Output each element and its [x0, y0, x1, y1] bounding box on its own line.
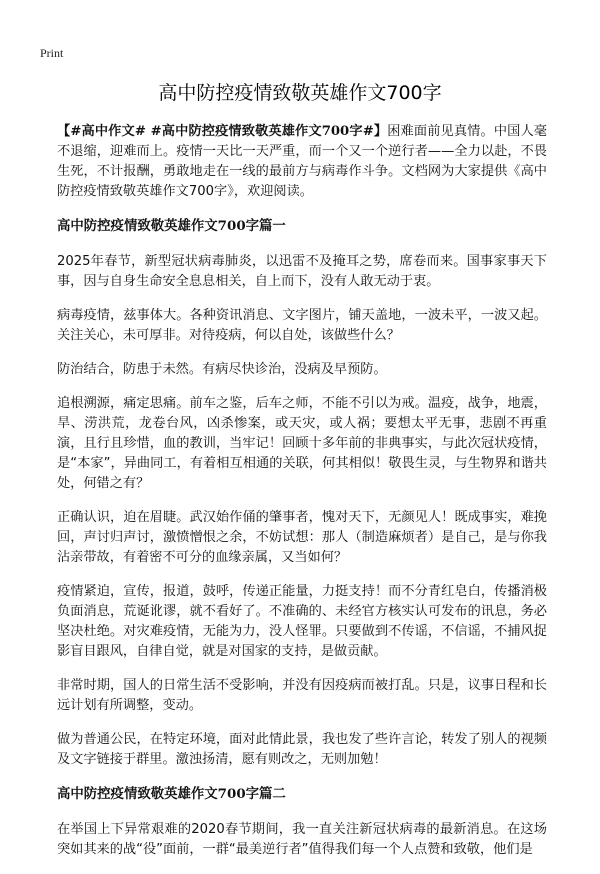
body-paragraph: 疫情紧迫，宣传，报道，鼓呼，传递正能量，力挺支持！而不分青红皂白，传播消极负面消息，荒诞讹谬，就不看好了。不准确的、未经官方核实认可发布的讯息，务必坚决杜绝。对灾难疫情，无能为力，没人怪罪。只要做到不传谣，不信谣，不捕风捉影盲目跟风，自律自觉，就是对国家的支持，是做贡献。 [57, 584, 547, 659]
intro-tag: 【#高中作文# #高中防控疫情致敬英雄作文700字#】 [57, 124, 388, 139]
body-paragraph: 做为普通公民，在特定环境，面对此情此景，我也发了些许言论，转发了别人的视频及文字链接于群里。激浊扬清，愿有则改之，无则加勉！ [57, 732, 547, 767]
body-paragraph: 非常时期，国人的日常生活不受影响，并没有因疫病而被打乱。只是，议事日程和长远计划有所调整，变动。 [57, 678, 547, 713]
body-paragraph: 2025年春节，新型冠状病毒肺炎，以迅雷不及掩耳之势，席卷而来。国事家事天下事，因与自身生命安全息息相关，自上而下，没有人敢无动于衷。 [57, 254, 547, 289]
body-paragraph: 正确认识，迫在眉睫。武汉始作俑的肇事者，愧对天下，无颜见人！既成事实，难挽回，声讨归声讨，激愤憎恨之余，不妨试想：那人（制造麻烦者）是自己，是与你我沾亲带故，有着密不可分的血缘亲属，又当如何？ [57, 510, 547, 565]
print-link[interactable]: Print [40, 46, 64, 60]
page-title: 高中防控疫情致敬英雄作文700字 [158, 82, 442, 104]
body-paragraph: 病毒疫情，兹事体大。各种资讯消息、文字图片，铺天盖地，一波未平，一波又起。关注关心，未可厚非。对待疫病，何以自处，该做些什么？ [57, 308, 547, 343]
section-heading-1: 高中防控疫情致敬英雄作文700字篇一 [57, 218, 286, 234]
intro-paragraph [57, 122, 547, 202]
body-paragraph: 在举国上下异常艰难的2020春节期间，我一直关注新冠状病毒的最新消息。在这场突如其来的战“役”面前，一群“最美逆行者”值得我们每一个人点赞和致敬，他们是 [57, 822, 547, 857]
body-paragraph: 防治结合，防患于未然。有病尽快诊治，没病及早预防。 [57, 362, 387, 377]
article-body [57, 122, 547, 874]
section-heading-2: 高中防控疫情致敬英雄作文700字篇二 [57, 786, 286, 802]
body-paragraph: 追根溯源，痛定思痛。前车之鉴，后车之师，不能不引以为戒。温疫，战争，地震，旱、涝洪荒，龙卷台风，凶杀惨案，或天灾，或人祸；要想太平无事，悲剧不再重演，且行且珍惜，血的教训，当牢记！回顾十多年前的非典事实，与此次冠状疫情，是“本家”，异曲同工，有着相互相通的关联，何其相似！敬畏生灵，与生物界和谐共处，何错之有？ [57, 396, 547, 491]
intro-text: 困难面前见真情。中国人毫不退缩，迎难而上。疫情一天比一天严重，而一个又一个逆行者——全力以赴，不畏生死，不计报酬，勇敢地走在一线的最前方与病毒作斗争。文档网为大家提供《高中防控疫情致敬英雄作文700字》，欢迎阅读。 [57, 124, 547, 199]
